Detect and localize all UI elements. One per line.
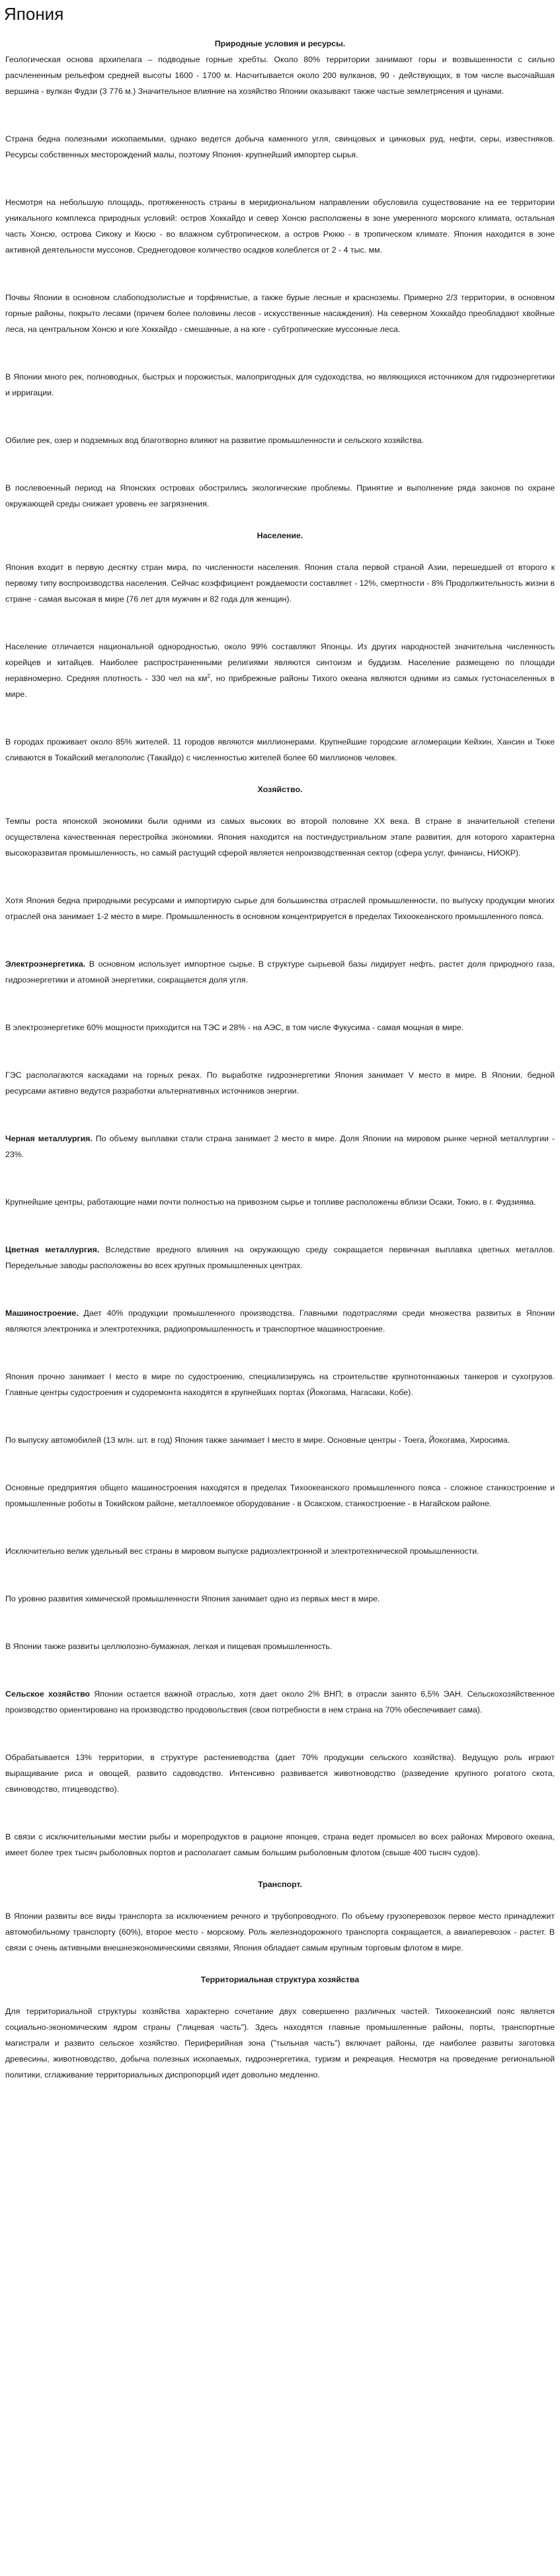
- paragraph: ГЭС располагаются каскадами на горных реках. По выработке гидроэнергетики Япония занимает V место в мире. В Японии, бедной ресурсами активно ведутся разработки альтернативных источников энергии.: [5, 1070, 555, 1096]
- paragraph: В послевоенный период на Японских островах обострились экологические проблемы. Принятие и выполнение ряда законов по охране окружающей среды снижает уровень ее загрязнения.: [5, 483, 555, 508]
- paragraph: Почвы Японии в основном слабоподзолистые и торфянистые, а также бурые лесные и красноземы. Примерно 2/3 территории, в основном горные районы, покрыто лесами (причем более половины лесов - искусственные насаждения). На северном Хоккайдо преобладают хвойные леса, на центральном Хонсю и юге Хоккайдо - смешанные, а на юге - субтропические муссонные леса.: [5, 293, 555, 334]
- paragraph: Исключительно велик удельный вес страны в мировом выпуске радиоэлектронной и электротехнической промышленности.: [5, 1547, 479, 1556]
- paragraph: Обилие рек, озер и подземных вод благотворно влияют на развитие промышленности и сельского хозяйства.: [5, 436, 424, 445]
- paragraph: В Японии также развиты целлюлозно-бумажная, легкая и пищевая промышленность.: [5, 1642, 333, 1651]
- paragraph-text: В основном использует импортное сырье. В структуре сырьевой базы лидирует нефть, растет доля природного газа, гидроэнергетики и атомной энергетики, сокращается доля угля.: [5, 959, 555, 985]
- paragraph: [5, 639, 555, 702]
- paragraph: В Японии много рек, полноводных, быстрых и порожистых, малопригодных для судоходства, но являющихся источником для гидроэнергетики и ирригации.: [5, 372, 555, 397]
- paragraph: [5, 1242, 555, 1273]
- paragraph: Страна бедна полезными ископаемыми, однако ведется добыча каменного угля, свинцовых и цинковых руд, нефти, серы, известняков. Ресурсы собственных месторождений малы, поэтому Япония- крупнейший импортер сырья.: [5, 134, 555, 159]
- term-heading: Сельское хозяйство: [5, 1689, 90, 1699]
- term-heading: Черная металлургия.: [5, 1134, 93, 1143]
- paragraph: Япония входит в первую десятку стран мира, по численности населения. Япония стала первой страной Азии, перешедшей от второго к первому типу воспроизводства населения. Сейчас коэффициент рождаемости составляет - 12%, смертности - 8% Продолжительность жизни в стране - самая высокая в мире (76 лет для мужчин и 82 года для женщин).: [5, 563, 555, 604]
- paragraph: Япония прочно занимает I место в мире по судостроению, специализируясь на строительстве крупнотоннажных танкеров и сухогрузов. Главные центры судостроения и судоремонта находятся в крупнейших портах (Йокогама, Нагасаки, Кобе).: [5, 1372, 555, 1397]
- paragraph: В городах проживает около 85% жителей. 11 городов являются миллионерами. Крупнейшие городские агломерации Кейхин, Хансин и Тюке сливаются в Токайский мегалополис (Такайдо) с численностью жителей более 60 миллионов человек.: [5, 737, 555, 762]
- paragraph-text: Дает 40% продукции промышленного производства. Главными подотраслями среди множества развитых в Японии являются электроника и электротехника, радиопромышленность и транспортное машиностроение.: [5, 1308, 555, 1334]
- paragraph-text: , но прибрежные районы Тихого океана являются одними из самых густонаселенных в мире.: [5, 674, 555, 699]
- section-heading-economy: Хозяйство.: [257, 785, 303, 794]
- section-heading-transport: Транспорт.: [258, 1880, 302, 1889]
- paragraph: В Японии развиты все виды транспорта за исключением речного и трубопроводного. По объему грузоперевозок первое место принадлежит автомобильному транспорту (60%), второе место - морскому. Роль железнодорожного транспорта сокращается, а авиаперевозок - растет. В связи с очень активными внешнеэкономическими связями, Япония обладает самым крупным торговым флотом в мире.: [5, 1912, 555, 1952]
- page-title: Япония: [4, 4, 64, 24]
- term-heading: Цветная металлургия.: [5, 1245, 100, 1254]
- paragraph: Для территориальной структуры хозяйства характерно сочетание двух совершенно различных частей. Тихоокеанский пояс является социально-экономическим ядром страны ("лицевая часть"). Здесь находятся главные промышленные районы, порты, транспортные магистрали и развито сельское хозяйство. Периферийная зона ("тыльная часть") включает районы, где наиболее развиты заготовка древесины, животноводство, добыча полезных ископаемых, гидроэнергетика, туризм и рекреация. Несмотря на проведение региональной политики, сглаживание территориальных диспропорций идет довольно медленно.: [5, 2007, 555, 2079]
- paragraph: Основные предприятия общего машиностроения находятся в пределах Тихоокеанского промышленного пояса - сложное станкостроение и промышленные роботы в Токийском районе, металлоемкое оборудование - в Осакском, станкостроение - в Нагайском районе.: [5, 1483, 555, 1508]
- superscript: 2: [207, 672, 210, 679]
- section-heading-nature: Природные условия и ресурсы.: [214, 39, 346, 48]
- paragraph: Несмотря на небольшую площадь, протяженность страны в меридиональном направлении обусловила существование на ее территории уникального комплекса природных условий: остров Хоккайдо и север Хонсю расположены в зоне умеренного морского климата, остальная часть Хонсю, острова Сикоку и Кюсю - во влажном субтропическом, а остров Рюкю - в тропическом климате. Япония находится в зоне активной деятельности муссонов. Среднегодовое количество осадков колеблется от 2 - 4 тыс. мм.: [5, 198, 555, 255]
- section-heading-population: Население.: [257, 531, 303, 540]
- paragraph: В связи с исключительными местии рыбы и морепродуктов в рационе японцев, страна ведет промысел во всех районах Мирового океана, имеет более трех тысяч рыболовных портов и располагает самым большим рыболовным флотом (свыше 400 тысяч судов).: [5, 1832, 555, 1857]
- paragraph-text: Население отличается национальной однородностью, около 99% составляют Японцы. Из других народностей значительна численность корейцев и китайцев. Наиболее распространенными религиями являются синтоизм и буддизм. Население размещено по площади неравномерно. Средняя плотность - 330 чел на км: [5, 642, 555, 683]
- paragraph: Крупнейшие центры, работающие нами почти полностью на привозном сырье и топливе расположены вблизи Осаки, Токио, в г. Фудзияма.: [5, 1197, 536, 1207]
- paragraph: [5, 1305, 555, 1337]
- paragraph: [5, 1686, 555, 1718]
- paragraph: Геологическая основа архипелага – подводные горные хребты. Около 80% территории занимают горы и возвышенности с сильно расчлененным рельефом средней высоты 1600 - 1700 м. Насчитывается около 200 вулканов, 90 - действующих, в том числе высочайшая вершина - вулкан Фудзи (3 776 м.) Значительное влияние на хозяйство Японии оказывают также частые землетрясения и цунами.: [5, 55, 555, 96]
- paragraph-text: По объему выплавки стали страна занимает 2 место в мире. Доля Японии на мировом рынке черной металлургии - 23%.: [5, 1134, 555, 1159]
- paragraph: [5, 1131, 555, 1162]
- paragraph-text: Японии остается важной отраслью, хотя дает около 2% ВНП; в отрасли занято 6,5% ЭАН. Сельскохозяйственное производство ориентировано на производство продовольствия (свои потребности в нем страна на 70% обеспечивает сама).: [5, 1689, 555, 1714]
- paragraph-text: Вследствие вредного влияния на окружающую среду сокращается первичная выплавка цветных металлов. Передельные заводы расположены во всех крупных промышленных центрах.: [5, 1245, 555, 1270]
- paragraph: По уровню развития химической промышленности Япония занимает одно из первых мест в мире.: [5, 1594, 380, 1603]
- term-heading: Машиностроение.: [5, 1308, 79, 1318]
- paragraph: По выпуску автомобилей (13 млн. шт. в год) Япония также занимает I место в мире. Основные центры - Тоега, Йокогама, Хиросима.: [5, 1435, 510, 1445]
- article-body: [5, 36, 555, 2083]
- paragraph: В электроэнергетике 60% мощности приходится на ТЭС и 28% - на АЭС, в том числе Фукусима - самая мощная в мире.: [5, 1023, 464, 1032]
- paragraph: Обрабатывается 13% территории, в структуре растениеводства (дает 70% продукции сельского хозяйства). Ведущую роль играют выращивание риса и овощей, развито садоводство. Интенсивно развивается животноводство (разведение крупного рогатого скота, свиноводство, птицеводство).: [5, 1753, 555, 1794]
- paragraph: Темпы роста японской экономики были одними из самых высоких во второй половине XX века. В стране в значительной степени осуществлена качественная перестройка экономики. Япония находится на постиндустриальном этапе развития, для которого характерна высокоразвитая промышленность, но самый растущий сферой является непроизводственная сектор (сфера услуг, финансы, НИОКР).: [5, 817, 555, 858]
- section-heading-territorial-structure: Территориальная структура хозяйства: [200, 1975, 360, 1984]
- term-heading: Электроэнергетика.: [5, 959, 86, 969]
- paragraph: [5, 956, 555, 988]
- paragraph: Хотя Япония бедна природными ресурсами и импортирую сырье для большинства отраслей промышленности, по выпуску продукции многих отраслей она занимает 1-2 место в мире. Промышленность в основном концентрируется в пределах Тихоокеанского промышленного пояса.: [5, 896, 555, 921]
